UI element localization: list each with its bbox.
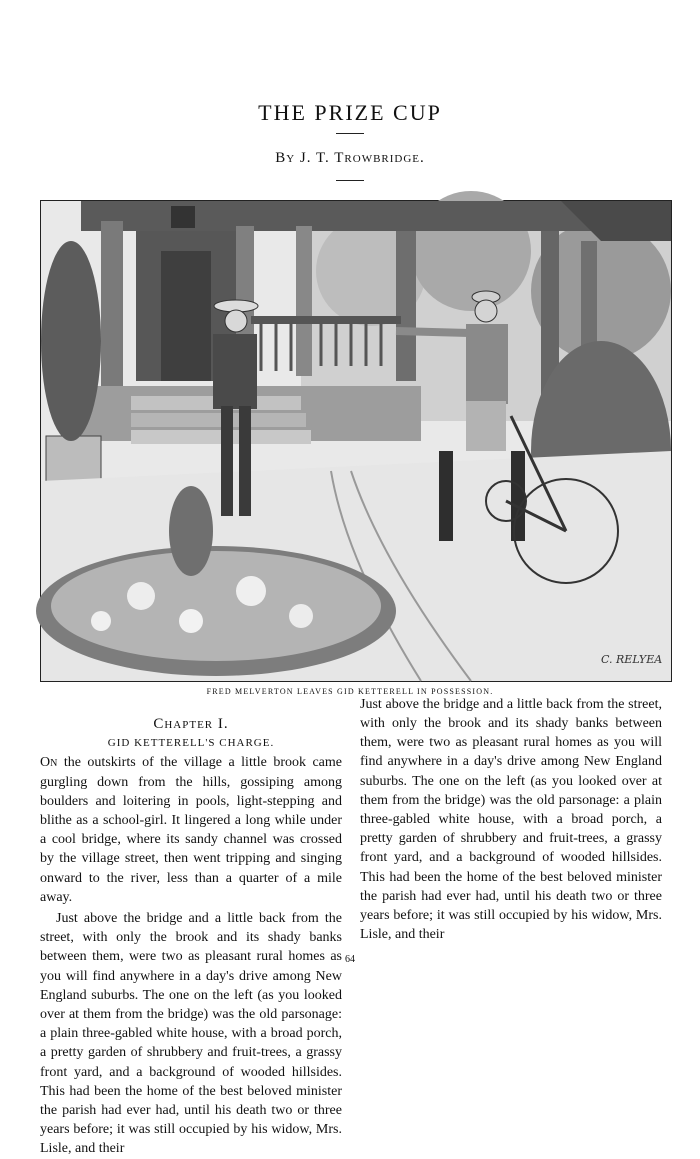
artist-signature: C. RELYEA xyxy=(601,653,663,666)
title-rule xyxy=(336,133,364,134)
text-column-left xyxy=(40,712,342,1157)
paragraph-lead-word: On xyxy=(40,755,58,771)
chapter-subheading: GID KETTERELL'S CHARGE. xyxy=(107,737,275,750)
paragraph-2-continued: Just above the bridge and a little back from the street, with only the brook and its shady banks between them, were two as pleasant rural homes as you will find anywhere in a day's drive among New England suburbs. The one on the left (as you looked over at them from the bridge) was the old parsonage: a plain three-gabled white house, with a broad porch, a pretty garden of shrubbery and fruit-trees, a grassy front yard, and a background of wooded hillsides. This had been the home of the best beloved minister the parish had ever had, until his death two or three years before; it was still occupied by his widow, Mrs. Lisle, and their xyxy=(360,696,662,943)
byline-rule xyxy=(336,180,364,181)
story-title: THE PRIZE CUP xyxy=(258,100,442,125)
story-byline: By J. T. Trowbridge. xyxy=(275,150,425,166)
illustration-caption: FRED MELVERTON LEAVES GID KETTERELL IN POSSESSION. xyxy=(206,687,494,696)
paragraph-1-text: the outskirts of the village a little brook came gurgling down from the hills, gossiping among boulders and loitering in pools, light-stepping and blithe as a school-girl. It lingered a long while under a cool bridge, where its sandy channel was crossed by the village street, then went tripping and singing onward to the river, less than a quarter of a mile away. xyxy=(40,755,342,905)
story-illustration xyxy=(40,200,672,682)
illustration-drawing xyxy=(41,201,671,681)
paragraph-2-start: Just above the bridge and a little back from the street, with only the brook and its shady banks between them, were two as pleasant rural homes as you will find anywhere in a day's drive among New England suburbs. The one on the left (as you looked over at them from the bridge) was the old parsonage: a plain three-gabled white house, with a broad porch, a pretty garden of shrubbery and fruit-trees, a grassy front yard, and a background of wooded hillsides. This had been the home of the best beloved minister the parish had ever had, until his death two or three years before; it was still occupied by his widow, Mrs. Lisle, and their xyxy=(40,911,342,1157)
text-column-right xyxy=(360,696,662,944)
page-number: 64 xyxy=(345,954,355,965)
chapter-heading: Chapter I. xyxy=(153,716,229,732)
paragraph-1 xyxy=(40,753,342,907)
